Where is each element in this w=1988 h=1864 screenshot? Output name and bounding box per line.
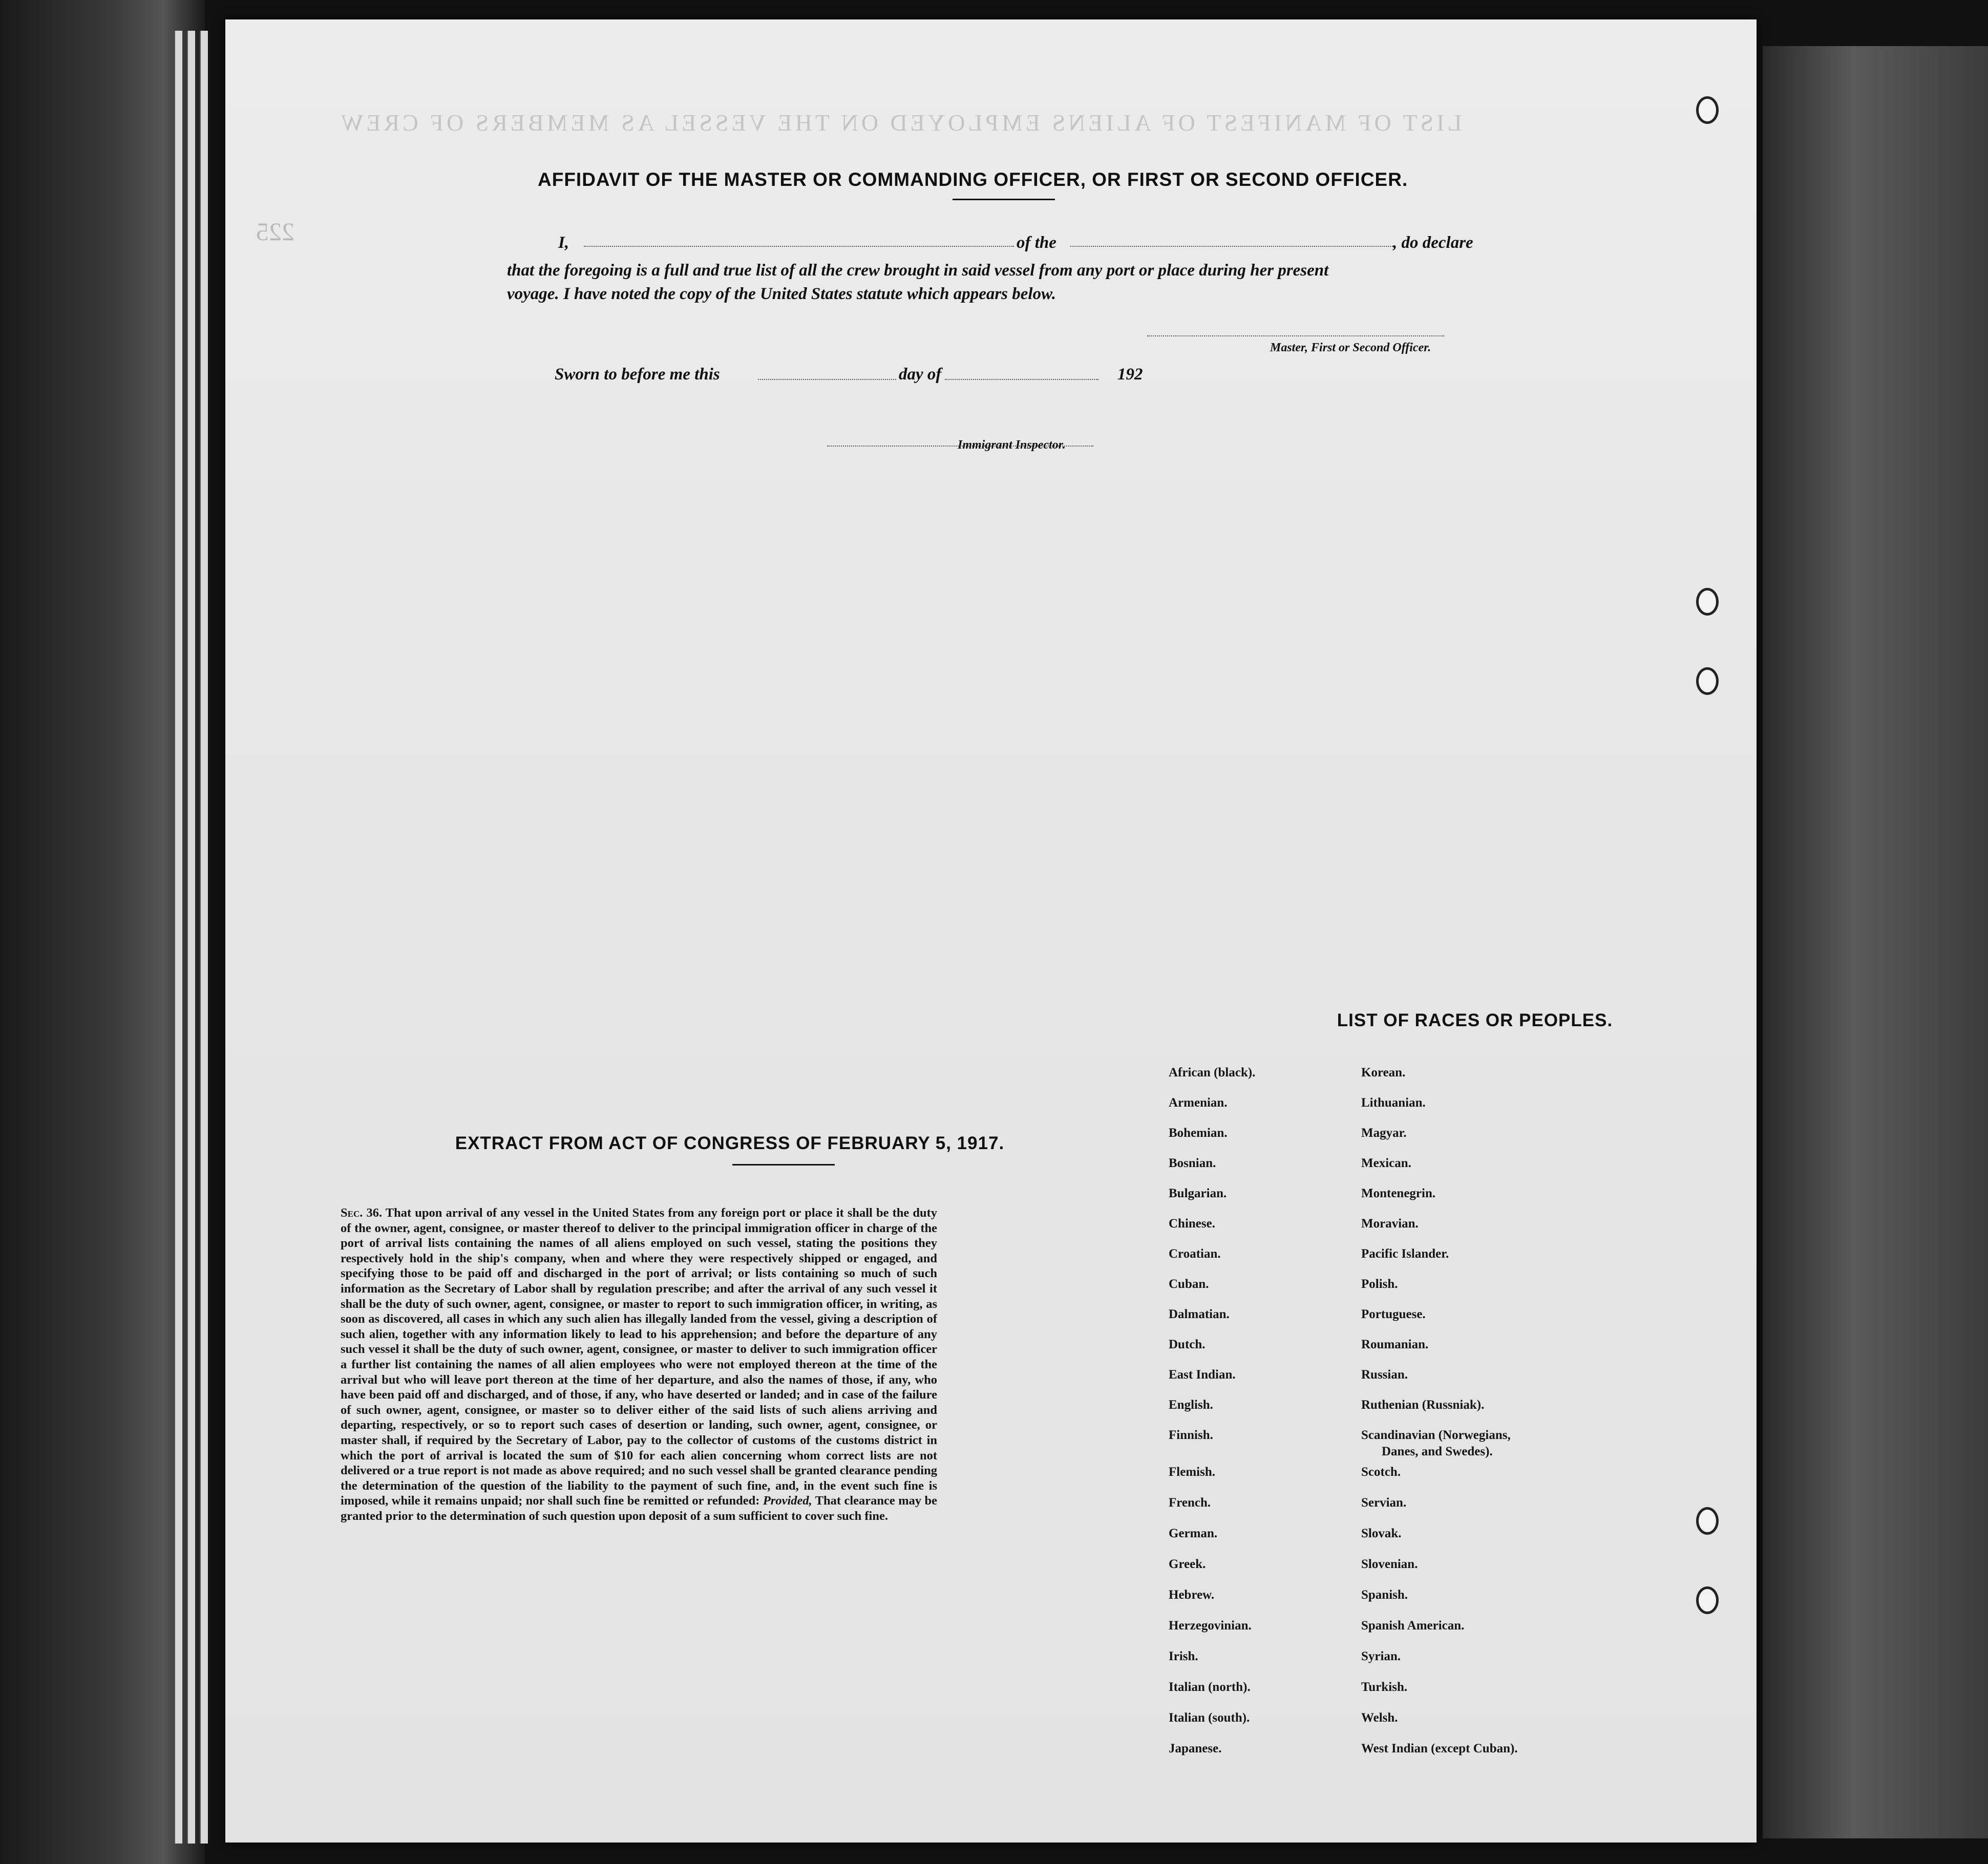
signature-caption: Master, First or Second Officer. bbox=[1270, 341, 1431, 354]
master-name-blank bbox=[584, 245, 1014, 247]
race-item: Dutch. bbox=[1169, 1338, 1206, 1351]
section-label: Sec. 36. bbox=[341, 1206, 383, 1220]
underlying-pages-right bbox=[1763, 46, 1988, 1838]
page-stack-edge bbox=[174, 31, 182, 1844]
affidavit-do-declare: , do declare bbox=[1393, 234, 1473, 252]
race-item: Ruthenian (Russniak). bbox=[1361, 1398, 1485, 1412]
page-stack-edge bbox=[187, 31, 195, 1844]
race-item: Roumanian. bbox=[1361, 1338, 1429, 1351]
race-item: Slovenian. bbox=[1361, 1557, 1418, 1571]
race-item: Scandinavian (Norwegians, bbox=[1361, 1428, 1511, 1442]
race-item: Italian (north). bbox=[1169, 1680, 1251, 1694]
race-item: Greek. bbox=[1169, 1557, 1206, 1571]
race-item: Chinese. bbox=[1169, 1217, 1215, 1231]
affidavit-i-label: I, bbox=[558, 234, 569, 252]
race-item: Croatian. bbox=[1169, 1247, 1221, 1261]
race-item: German. bbox=[1169, 1527, 1218, 1540]
sworn-day-of: day of bbox=[899, 365, 942, 384]
affidavit-title: AFFIDAVIT OF THE MASTER OR COMMANDING OFFICER, OR FIRST OR SECOND OFFICER. bbox=[538, 169, 1408, 190]
act-section-36-text bbox=[341, 1205, 937, 1523]
binder-hole bbox=[1696, 1507, 1719, 1535]
race-item: Turkish. bbox=[1361, 1680, 1408, 1694]
race-item-continued: Danes, and Swedes). bbox=[1382, 1445, 1493, 1458]
underlying-pages-left bbox=[0, 0, 205, 1864]
race-item: Hebrew. bbox=[1169, 1588, 1215, 1602]
race-item: Montenegrin. bbox=[1361, 1187, 1436, 1200]
bleed-through-header: LIST OF MANIFEST OF ALIENS EMPLOYED ON THE VESSEL AS MEMBERS OF CREW bbox=[338, 110, 1462, 136]
race-item: Servian. bbox=[1361, 1496, 1407, 1510]
binder-hole bbox=[1696, 96, 1719, 124]
race-item: Mexican. bbox=[1361, 1156, 1411, 1170]
binder-hole bbox=[1696, 1586, 1719, 1614]
race-item: Russian. bbox=[1361, 1368, 1408, 1382]
affidavit-of-the: of the bbox=[1017, 234, 1056, 252]
vessel-name-blank bbox=[1070, 245, 1393, 247]
extract-title: EXTRACT FROM ACT OF CONGRESS OF FEBRUARY 5, 1917. bbox=[455, 1133, 1005, 1153]
race-item: Pacific Islander. bbox=[1361, 1247, 1449, 1261]
section-text-part-1: That upon arrival of any vessel in the United States from any foreign port or place it shall be the duty of the owner, agent, consignee, or master thereof to deliver to the principal immigration officer in charge of the port of arrival lists containing the names of all aliens employed on such vessel, stating the positions they respectively hold in the ship's company, when and where they were respectively shipped or engaged, and specifying those to be paid off and discharged in the port of arrival; or lists containing so much of such information as the Secretary of Labor shall by regulation prescribe; and after the arrival of any such vessel it shall be the duty of such owner, agent, consignee, or master to report to such immigration officer, in writing, as soon as discovered, all cases in which any such alien has illegally landed from the vessel, giving a description of such alien, together with any information likely to lead to his apprehension; and before the departure of any such vessel it shall be the duty of such owner, agent, consignee, or master to deliver to such immigration officer a further list containing the names of all alien employees who were not employed thereon at the time of the arrival but who will leave port thereon at the time of her departure, and also the names of those, if any, who have been paid off and discharged, and of those, if any, who have deserted or landed; and in case of the failure of such owner, agent, consignee, or master so to deliver either of the said lists of such aliens arriving and departing, respectively, or so to report such cases of desertion or landing, such owner, agent, consignee, or master shall, if required by the Secretary of Labor, pay to the collector of customs of the customs district in which the port of arrival is located the sum of $10 for each alien concerning whom correct lists are not delivered or a true report is not made as above required; and no such vessel shall be granted clearance pending the determination of the question of the liability to the payment of such fine, and, in the event such fine is imposed, while it remains unpaid; nor shall such fine be remitted or refunded: bbox=[341, 1206, 937, 1508]
race-item: Italian (south). bbox=[1169, 1711, 1250, 1725]
sworn-prefix: Sworn to before me this bbox=[555, 365, 720, 384]
title-underline bbox=[953, 199, 1055, 200]
race-item: Herzegovinian. bbox=[1169, 1619, 1252, 1633]
race-item: Spanish. bbox=[1361, 1588, 1408, 1602]
race-item: Portuguese. bbox=[1361, 1307, 1426, 1321]
race-item: Spanish American. bbox=[1361, 1619, 1465, 1633]
sworn-year-prefix: 192 bbox=[1117, 365, 1143, 384]
bleed-through-page-number: 225 bbox=[256, 217, 294, 246]
sworn-day-blank bbox=[758, 378, 896, 380]
signature-blank bbox=[1147, 334, 1444, 336]
race-item: Irish. bbox=[1169, 1649, 1198, 1663]
affidavit-line-2: voyage. I have noted the copy of the United States statute which appears below. bbox=[507, 285, 1056, 303]
manifest-back-page bbox=[225, 19, 1757, 1842]
races-title: LIST OF RACES OR PEOPLES. bbox=[1337, 1010, 1613, 1030]
provided-word: Provided, bbox=[763, 1494, 812, 1508]
section-text-part-2: That clearance may be granted prior to the determination of such question upon deposit of a sum sufficient to cover such fine. bbox=[341, 1494, 937, 1523]
race-item: Japanese. bbox=[1169, 1742, 1222, 1755]
extract-underline bbox=[732, 1164, 835, 1166]
race-item: Korean. bbox=[1361, 1066, 1406, 1079]
race-item: West Indian (except Cuban). bbox=[1361, 1742, 1518, 1755]
race-item: Syrian. bbox=[1361, 1649, 1401, 1663]
race-item: French. bbox=[1169, 1496, 1211, 1510]
race-item: Bohemian. bbox=[1169, 1126, 1228, 1140]
binder-hole bbox=[1696, 588, 1719, 616]
race-item: Flemish. bbox=[1169, 1465, 1215, 1479]
race-item: Cuban. bbox=[1169, 1277, 1209, 1291]
race-item: Scotch. bbox=[1361, 1465, 1401, 1479]
race-item: East Indian. bbox=[1169, 1368, 1236, 1382]
race-item: African (black). bbox=[1169, 1066, 1256, 1079]
race-item: Polish. bbox=[1361, 1277, 1398, 1291]
race-item: Slovak. bbox=[1361, 1527, 1402, 1540]
race-item: English. bbox=[1169, 1398, 1213, 1412]
sworn-month-blank bbox=[945, 378, 1098, 380]
race-item: Lithuanian. bbox=[1361, 1096, 1426, 1110]
affidavit-line-1: that the foregoing is a full and true list of all the crew brought in said vessel from any port or place during her present bbox=[507, 261, 1329, 280]
race-item: Magyar. bbox=[1361, 1126, 1407, 1140]
race-item: Moravian. bbox=[1361, 1217, 1419, 1231]
binder-hole bbox=[1696, 667, 1719, 695]
race-item: Dalmatian. bbox=[1169, 1307, 1230, 1321]
race-item: Bulgarian. bbox=[1169, 1187, 1227, 1200]
race-item: Finnish. bbox=[1169, 1428, 1213, 1442]
race-item: Welsh. bbox=[1361, 1711, 1398, 1725]
race-item: Armenian. bbox=[1169, 1096, 1228, 1110]
page-stack-edge bbox=[200, 31, 208, 1844]
race-item: Bosnian. bbox=[1169, 1156, 1216, 1170]
inspector-caption: Immigrant Inspector. bbox=[958, 438, 1066, 452]
